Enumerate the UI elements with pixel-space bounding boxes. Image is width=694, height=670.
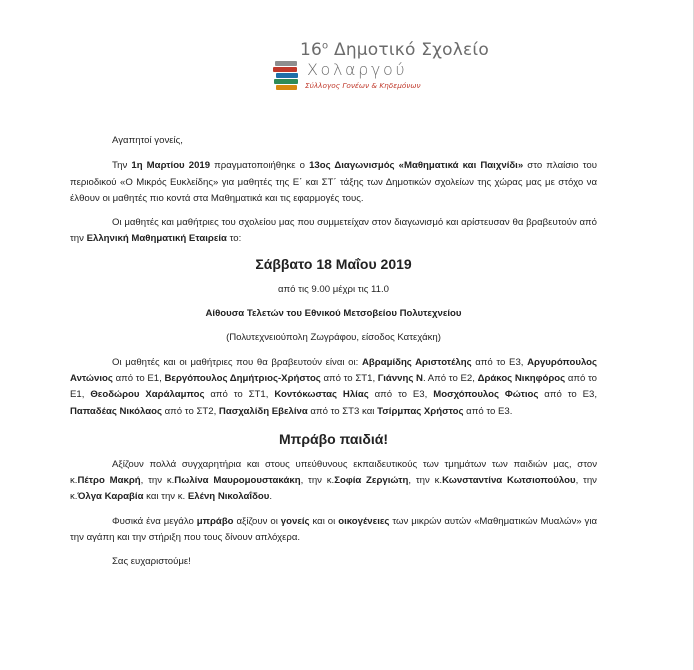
- student-name: Μοσχόπουλος Φώτιος: [433, 389, 539, 401]
- student-name: Γιάννης Ν: [377, 372, 423, 384]
- student-class: από το ΣΤ1,: [320, 372, 376, 384]
- bravo-heading: Μπράβο παιδιά!: [278, 430, 389, 447]
- logo-subtitle: Χολαργού: [307, 60, 408, 79]
- event-time: από τις 9.00 μέχρι τις 11.0: [278, 283, 389, 295]
- event-date: Σάββατο 18 Μαΐου 2019: [255, 255, 412, 272]
- event-venue: Αίθουσα Τελετών του Εθνικού Μετσοβείου Πολυτεχνείου: [205, 308, 462, 320]
- event-venue-detail: (Πολυτεχνειούπολη Ζωγράφου, είσοδος Κατεχάκη): [226, 332, 441, 344]
- student-name: Αβραμίδης Αριστοτέλης: [361, 356, 472, 368]
- books-stack-icon: [271, 39, 301, 91]
- student-class: από το Ε3,: [471, 356, 524, 368]
- paragraph-competition: Την 1η Μαρτίου 2019 πραγματοποιήθηκε ο 13ος Διαγωνισμός «Μαθηματικά και Παιχνίδι» στο πλαίσιο του περιοδικού «Ο Μικρός Ευκλείδης» για μαθητές της Ε΄ και ΣΤ΄ τάξης των Δημοτικών σχολείων της χώρας μας με στόχο να έλθουν οι μαθητές πιο κοντά στα Μαθηματικά και τις εφαρμογές τους.: [70, 160, 597, 204]
- paragraph-teachers: Αξίζουν πολλά συγχαρητήρια και στους υπεύθυνους εκπαιδευτικούς των τμημάτων των παιδιών μας, στον κ.Πέτρο Μακρή, την κ.Πωλίνα Μαυρομουστακάκη, την κ.Σοφία Ζεργιώτη, την κ.Κωνσταντίνα Κωτσιοπούλου, την κ.Όλγα Καραβία και την κ. Ελένη Νικολαΐδου.: [70, 458, 597, 503]
- student-name: Βεργόπουλος Δημήτριος-Χρήστος: [164, 372, 321, 384]
- student-name: Θεοδώρου Χαράλαμπος: [90, 389, 205, 401]
- paragraph-students: Οι μαθητές και οι μαθήτριες που θα βραβευτούν είναι οι: Αβραμίδης Αριστοτέλης από το Ε3, Αργυρόπουλος Αντώνιος από το Ε1, Βεργόπουλος Δημήτριος-Χρήστος από το ΣΤ1, Γιάννης Ν. Από το Ε2, Δράκος Νικηφόρος από το Ε1, Θεοδώρου Χαράλαμπος από το ΣΤ1, Κοντόκωστας Ηλίας από το Ε3, Μοσχόπουλος Φώτιος από το Ε3, Παπαδέας Νικόλαος από το ΣΤ2, Πασχαλίδη Εβελίνα από το ΣΤ3 και Τσίρμπας Χρήστος από το Ε3.: [70, 356, 598, 417]
- student-name: Τσίρμπας Χρήστος: [377, 405, 464, 417]
- logo-tagline: Σύλλογος Γονέων & Κηδεμόνων: [305, 81, 421, 90]
- logo-ordinal: ο: [322, 40, 329, 52]
- greeting: Αγαπητοί γονείς,: [112, 135, 183, 146]
- student-class: από το ΣΤ3 και: [307, 405, 375, 417]
- student-class: από το ΣΤ1,: [204, 389, 269, 401]
- closing: Σας ευχαριστούμε!: [112, 556, 191, 568]
- student-class: . Από το Ε2,: [422, 372, 475, 384]
- student-name: Παπαδέας Νικόλαος: [70, 405, 162, 417]
- letter-body: [70, 133, 597, 571]
- logo-title-text: Δημοτικό Σχολείο: [333, 40, 489, 60]
- student-name: Αργυρόπουλος Αντώνιος: [70, 356, 598, 384]
- student-class: από το ΣΤ2,: [161, 405, 217, 417]
- student-class: από το Ε1,: [112, 372, 162, 384]
- school-logo: [271, 37, 489, 95]
- student-name: Κοντόκωστας Ηλίας: [274, 389, 369, 401]
- student-name: Πασχαλίδη Εβελίνα: [218, 405, 308, 417]
- student-name: Δράκος Νικηφόρος: [477, 372, 566, 384]
- student-class: από το Ε3.: [463, 405, 513, 417]
- paragraph-award-intro: Οι μαθητές και μαθήτριες του σχολείου μας που συμμετείχαν στον διαγωνισμό και αρίστευσαν θα βραβευτούν από την Ελληνική Μαθηματική Εταιρεία το:: [70, 217, 597, 245]
- student-class: από το Ε3,: [368, 389, 428, 401]
- logo-number: 16: [300, 40, 323, 60]
- logo-title: [300, 40, 489, 60]
- student-class: από το Ε3,: [538, 389, 597, 401]
- paragraph-parents: Φυσικά ένα μεγάλο μπράβο αξίζουν οι γονείς και οι οικογένειες των μικρών αυτών «Μαθηματικών Μυαλών» για την αγάπη και την στήριξη που τους δίνουν απλόχερα.: [70, 515, 597, 544]
- student-class: από το Ε1,: [70, 372, 598, 401]
